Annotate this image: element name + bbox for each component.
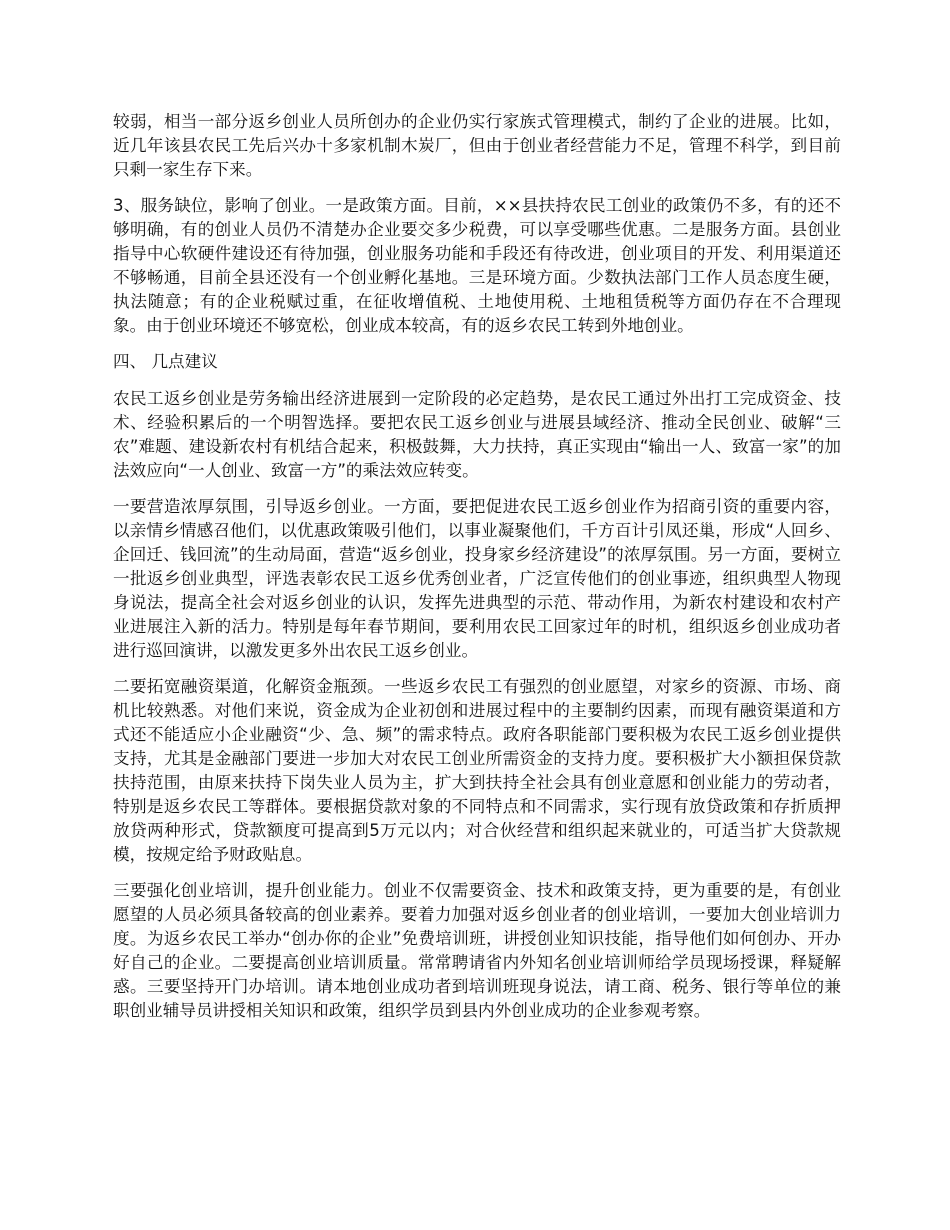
paragraph-management-weakness: 较弱，相当一部分返乡创业人员所创办的企业仍实行家族式管理模式，制约了企业的进展。比如，近几年该县农民工先后兴办十多家机制木炭厂，但由于创业者经营能力不足，管理不科学，到目前只剩一家生存下来。 (113, 112, 841, 179)
section-heading-suggestions: 四、 几点建议 (113, 352, 218, 371)
paragraph-service-gap: 3、服务缺位，影响了创业。一是政策方面。目前，××县扶持农民工创业的政策仍不多，有的还不够明确，有的创业人员仍不清楚办企业要交多少税费，可以享受哪些优惠。二是服务方面。县创业指导中心软硬件建设还有待加强，创业服务功能和手段还有待改进，创业项目的开发、利用渠道还不够畅通，目前全县还没有一个创业孵化基地。三是环境方面。少数执法部门工作人员态度生硬，执法随意；有的企业税赋过重，在征收增值税、土地使用税、土地租赁税等方面仍存在不合理现象。由于创业环境还不够宽松，创业成本较高，有的返乡农民工转到外地创业。 (113, 196, 841, 335)
paragraph-intro-suggestions: 农民工返乡创业是劳务输出经济进展到一定阶段的必定趋势，是农民工通过外出打工完成资金、技术、经验积累后的一个明智选择。要把农民工返乡创业与进展县域经济、推动全民创业、破解“三农”难题、建设新农村有机结合起来，积极鼓舞，大力扶持，真正实现由“输出一人、致富一家”的加法效应向“一人创业、致富一方”的乘法效应转变。 (113, 389, 841, 480)
paragraph-atmosphere: 一要营造浓厚氛围，引导返乡创业。一方面，要把促进农民工返乡创业作为招商引资的重要内容，以亲情乡情感召他们，以优惠政策吸引他们，以事业凝聚他们，千方百计引凤还巢，形成“人回乡、企回迁、钱回流”的生动局面，营造“返乡创业，投身家乡经济建设”的浓厚氛围。另一方面，要树立一批返乡创业典型，评选表彰农民工返乡优秀创业者，广泛宣传他们的创业事迹，组织典型人物现身说法，提高全社会对返乡创业的认识，发挥先进典型的示范、带动作用，为新农村建设和农村产业进展注入新的活力。特别是每年春节期间，要利用农民工回家过年的时机，组织返乡创业成功者进行巡回演讲，以激发更多外出农民工返乡创业。 (113, 497, 841, 660)
document-page (113, 110, 841, 1035)
paragraph-training: 三要强化创业培训，提升创业能力。创业不仅需要资金、技术和政策支持，更为重要的是，有创业愿望的人员必须具备较高的创业素养。要着力加强对返乡创业者的创业培训，一要加大创业培训力度。为返乡农民工举办“创办你的企业”免费培训班，讲授创业知识技能，指导他们如何创办、开办好自己的企业。二要提高创业培训质量。常常聘请省内外知名创业培训师给学员现场授课，释疑解惑。三要坚持开门办培训。请本地创业成功者到培训班现身说法，请工商、税务、银行等单位的兼职创业辅导员讲授相关知识和政策，组织学员到县内外创业成功的企业参观考察。 (113, 881, 841, 1020)
paragraph-financing: 二要拓宽融资渠道，化解资金瓶颈。一些返乡农民工有强烈的创业愿望，对家乡的资源、市场、商机比较熟悉。对他们来说，资金成为企业初创和进展过程中的主要制约因素，而现有融资渠道和方式还不能适应小企业融资“少、急、频”的需求特点。政府各职能部门要积极为农民工返乡创业提供支持，尤其是金融部门要进一步加大对农民工创业所需资金的支持力度。要积极扩大小额担保贷款扶持范围，由原来扶持下岗失业人员为主，扩大到扶持全社会具有创业意愿和创业能力的劳动者，特别是返乡农民工等群体。要根据贷款对象的不同特点和不同需求，实行现有放贷政策和存折质押放贷两种形式，贷款额度可提高到5万元以内；对合伙经营和组织起来就业的，可适当扩大贷款规模，按规定给予财政贴息。 (113, 677, 841, 864)
